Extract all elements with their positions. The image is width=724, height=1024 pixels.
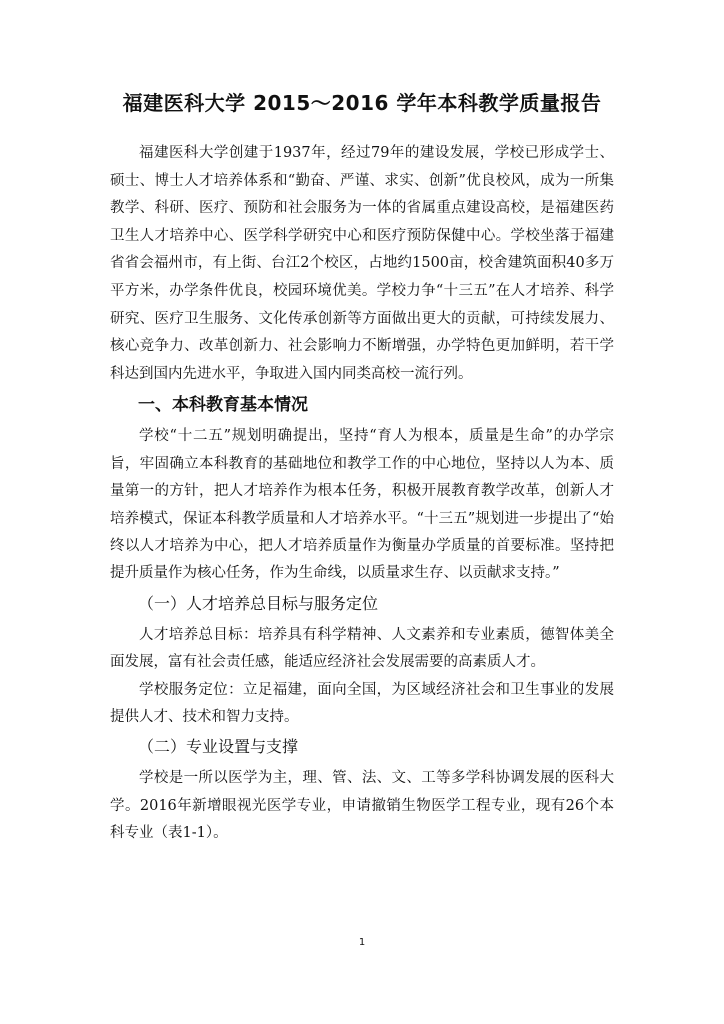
report-title: 福建医科大学 2015～2016 学年本科教学质量报告: [122, 91, 602, 115]
section-paragraph: 学校“十二五”规划明确提出，坚持“育人为根本，质量是生命”的办学宗旨，牢固确立本科教育的基础地位和教学工作的中心地位，坚持以人为本、质量第一的方针，把人才培养作为根本任务，积极开展教育教学改革，创新人才培养模式，保证本科教学质量和人才培养水平。“十三五”规划进一步提出了“始终以人才培养为中心，把人才培养质量作为衡量办学质量的首要标准。坚持把提升质量作为核心任务，作为生命线，以质量求生存、以贡献求支持。”: [110, 428, 614, 582]
service-positioning-paragraph: 学校服务定位：立足福建，面向全国，为区域经济社会和卫生事业的发展提供人才、技术和智力支持。: [110, 681, 614, 725]
page-number: 1: [358, 937, 366, 948]
major-setting-paragraph: 学校是一所以医学为主，理、管、法、文、工等多学科协调发展的医科大学。2016年新增眼视光医学专业，申请撤销生物医学工程专业，现有26个本科专业（表1-1）。: [110, 770, 614, 842]
intro-paragraph: 福建医科大学创建于1937年，经过79年的建设发展，学校已形成学士、硕士、博士人才培养体系和“勤奋、严谨、求实、创新”优良校风，成为一所集教学、科研、医疗、预防和社会服务为一体的省属重点建设高校，是福建医药卫生人才培养中心、医学科学研究中心和医疗预防保健中心。学校坐落于福建省省会福州市，有上街、台江2个校区，占地约1500亩，校舍建筑面积40多万平方米，办学条件优良，校园环境优美。学校力争“十三五”在人才培养、科学研究、医疗卫生服务、文化传承创新等方面做出更大的贡献，可持续发展力、核心竞争力、改革创新力、社会影响力不断增强，办学特色更加鲜明，若干学科达到国内先进水平，争取进入国内同类高校一流行列。: [110, 145, 614, 382]
subsection-heading-training-goal: （一）人才培养总目标与服务定位: [138, 593, 379, 613]
training-goal-paragraph: 人才培养总目标：培养具有科学精神、人文素养和专业素质，德智体美全面发展，富有社会责任感，能适应经济社会发展需要的高素质人才。: [110, 626, 614, 671]
report-body: [110, 140, 614, 848]
subsection-heading-major-setting: （二）专业设置与支撑: [138, 737, 299, 757]
section-heading-basic-situation: 一、本科教育基本情况: [138, 395, 308, 416]
